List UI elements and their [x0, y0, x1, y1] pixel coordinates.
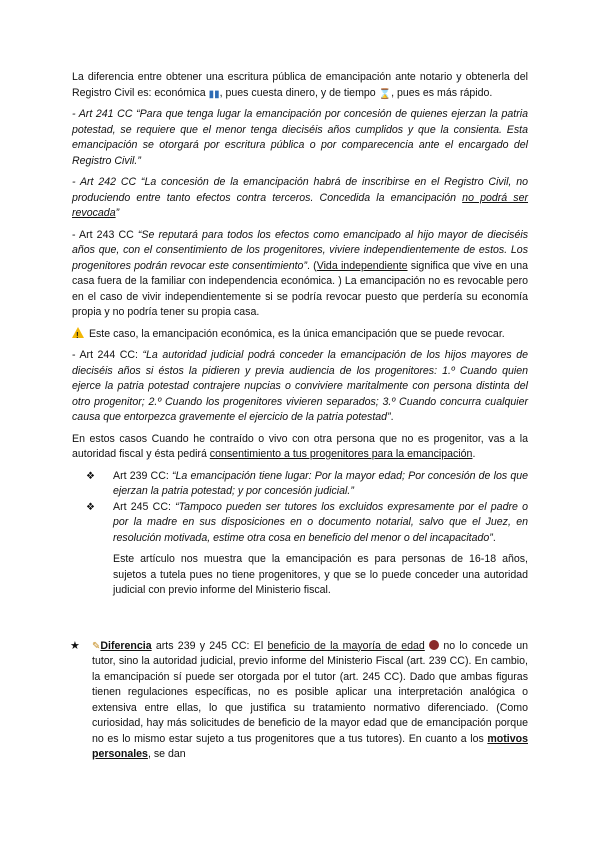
- intro-text-2: , pues cuesta dinero, y de tiempo: [219, 86, 376, 99]
- document-body: [72, 70, 528, 763]
- list-item: [72, 500, 528, 547]
- art241-quote: “Para que tenga lugar la emancipación por concesión de quienes ejerzan la patria potestad, se requiere que el menor tenga dieciséis años cumplidos y que la consienta. Esta emancipación se otorgará por escritura pública o por comparecencia ante el encargado del Registro Civil.”: [72, 108, 529, 167]
- art244-end: .: [390, 411, 394, 423]
- art244-lead: - Art 244 CC:: [72, 349, 143, 361]
- paragraph-art243: [72, 228, 528, 321]
- warning-icon: [72, 327, 84, 338]
- hourglass-icon: ⌛: [378, 88, 392, 100]
- bullet-lead: Art 239 CC:: [113, 469, 172, 482]
- intro-text-3: , pues es más rápido.: [391, 86, 493, 99]
- paragraph-casos: [72, 432, 528, 463]
- casos-text: En estos casos Cuando he contraído o vivo con otra persona que no es progenitor, vas a la autoridad fiscal y ésta pedirá: [72, 432, 528, 460]
- paragraph-warning: [72, 327, 528, 343]
- vida-independiente-underlined: Vida independiente: [316, 259, 408, 272]
- art242-quote: - Art 242 CC “La concesión de la emancipación habrá de inscribirse en el Registro Civil, no produciendo entre tanto efectos contra terceros. Concedida la emancipación: [72, 176, 528, 204]
- art241-lead: - Art 241 CC: [72, 108, 137, 120]
- bullet-quote: “La emancipación tiene lugar: Por la mayor edad; Por concesión de los que ejerzan la patria potestad; y por concesión judicial.”: [113, 469, 528, 497]
- art243-quote: “Se reputará para todos los efectos como emancipado al hijo mayor de dieciséis años que, con el consentimiento de los progenitores, viviere independientemente de estos. Los progenitores podrán revocar este consentimiento”: [72, 228, 529, 272]
- bullet-quote: “Tampoco pueden ser tutores los excluidos expresamente por el padre o por la madre en sus disposiciones en o documento notarial, salvo que el Juez, en resolución motivada, estime otra cosa en beneficio del menor o del incapacitado”: [113, 500, 528, 544]
- art243-lead: - Art 243 CC: [72, 228, 138, 241]
- star-bullet-icon: ★: [70, 639, 80, 652]
- star-text-3: , se dan: [147, 748, 186, 760]
- paragraph-art241: [72, 107, 528, 169]
- star-text-1: arts 239 y 245 CC: El: [151, 639, 268, 652]
- bullet-end: .: [492, 531, 496, 544]
- pencil-icon: ✎: [92, 640, 101, 652]
- warning-text: Este caso, la emancipación económica, es la única emancipación que se puede revocar.: [86, 327, 505, 340]
- bullet-continuation: Este artículo nos muestra que la emancipación es para personas de 16-18 años, sujetos a tutela pues no tiene progenitores, y que se lo puede conceder una autoridad judicial con previo informe del Ministerio fiscal.: [113, 553, 528, 596]
- paragraph-art244: [72, 348, 528, 426]
- list-item: [72, 469, 528, 500]
- art243-t1: . (: [306, 259, 317, 272]
- paragraph-intro: [72, 70, 528, 101]
- art242-underlined: no podrá ser revocada: [72, 191, 529, 219]
- diferencia-heading: Diferencia: [100, 639, 152, 652]
- casos-end: .: [472, 448, 476, 460]
- casos-underlined: consentimiento a tus progenitores para la emancipación: [209, 448, 473, 460]
- art243-t2: significa que vive en una casa fuera de la familiar con independencia económica. ) La emancipación no es revocable pero en el caso de vivir independientemente si se podría revocar puesto que perdería su economía propia y no podría tener su propia casa.: [72, 259, 528, 318]
- spacer: [72, 605, 528, 639]
- star-list-item: [72, 639, 528, 763]
- article-bullet-list: [72, 469, 528, 547]
- diamond-bullet-icon: ❖: [86, 470, 95, 482]
- intro-text: La diferencia entre obtener una escritura pública de emancipación ante notario y obtenerla del Registro Civil es: económica: [72, 71, 528, 99]
- no-entry-icon: [429, 640, 439, 650]
- beneficio-underlined: beneficio de la mayoría de edad: [267, 639, 425, 652]
- art242-end: ”: [115, 207, 120, 219]
- star-text-2: no lo concede un tutor, sino la autoridad judicial, previo informe del Ministerio Fiscal (art. 239 CC). En cambio, la emancipación sí puede ser otorgada por el tutor (art. 245 CC). Dado que ambas figuras tienen regulaciones específicas, no es posible aplicar una interpretación analógica o extensiva entre ellas, lo que justifica su tratamiento normativo diferenciado. (Como curiosidad, hay más solicitudes de beneficio de la mayor edad que de emancipación porque no es lo mismo estar sujeto a tus progenitores que a tus tutores). En cuanto a los: [92, 639, 528, 745]
- motivos-personales: motivos personales: [92, 732, 528, 760]
- bullet-lead: Art 245 CC:: [113, 500, 176, 513]
- art244-quote: “La autoridad judicial podrá conceder la emancipación de los hijos mayores de dieciséis años si éstos la pidieren y previa audiencia de los progenitores: 1.º Cuando quien ejerce la patria potestad contrajere nupcias o conviviere maritalmente con persona distinta del otro progenitor; 2.º Cuando los progenitores vivieren separados; 3.º Cuando concurra cualquier causa que entorpezca gravemente el ejercicio de la patria potestad”: [72, 349, 528, 423]
- money-icon: ▮▮: [208, 88, 220, 100]
- paragraph-art242: [72, 175, 528, 222]
- diamond-bullet-icon: ❖: [86, 501, 95, 513]
